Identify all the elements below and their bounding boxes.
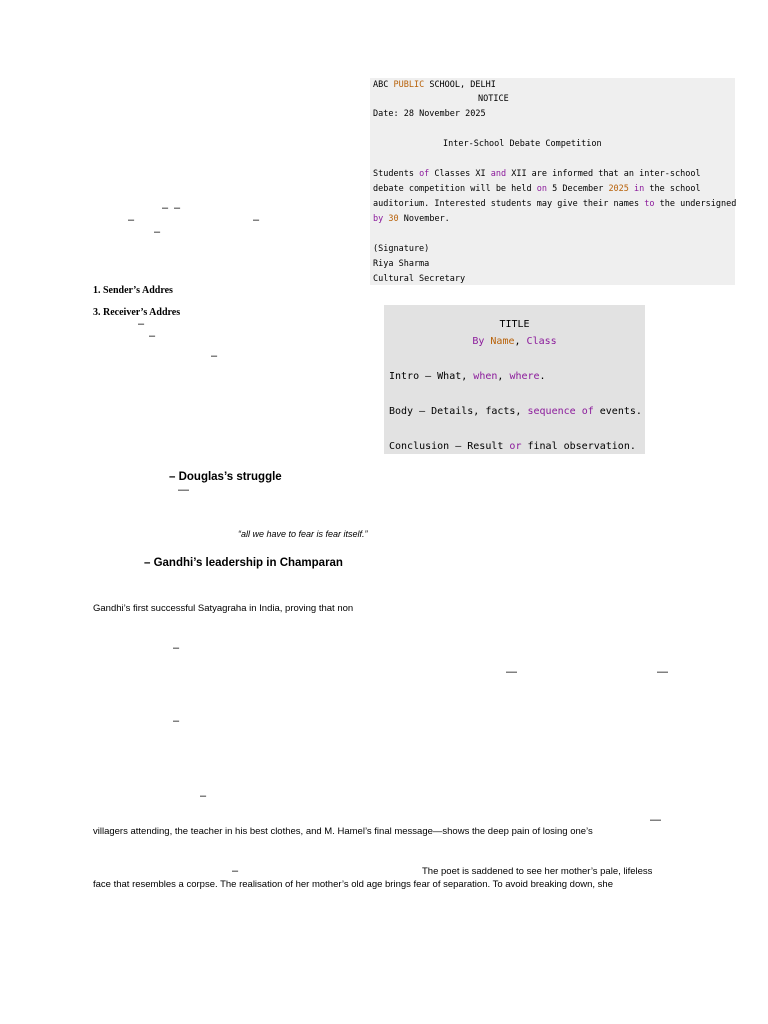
hamel-line: villagers attending, the teacher in his best clothes, and M. Hamel’s final message—shows the deep pain of losing one’s bbox=[93, 826, 593, 837]
notice-school: ABC PUBLIC SCHOOL, DELHI bbox=[373, 80, 496, 90]
notice-body-line: auditorium. Interested students may give their names to the undersigned bbox=[373, 199, 737, 209]
stray-dash: – bbox=[162, 202, 169, 214]
sender-address-label: 1. Sender’s Addres bbox=[93, 285, 173, 296]
douglas-heading: – Douglas’s struggle bbox=[169, 471, 282, 483]
notice-date: Date: 28 November 2025 bbox=[373, 109, 486, 119]
stray-dash: – bbox=[253, 214, 260, 226]
poet-line: The poet is saddened to see her mother’s pale, lifeless bbox=[422, 866, 653, 877]
stray-dash: – bbox=[149, 330, 156, 342]
format-title: TITLE bbox=[499, 319, 530, 330]
roosevelt-quote: “all we have to fear is fear itself.” bbox=[238, 529, 368, 539]
format-body: Body – Details, facts, sequence of events. bbox=[389, 406, 642, 417]
notice-body-line: by 30 November. bbox=[373, 214, 450, 224]
notice-designation: Cultural Secretary bbox=[373, 274, 466, 284]
stray-dash: – bbox=[128, 214, 135, 226]
stray-dash: — bbox=[650, 814, 661, 826]
format-conclusion: Conclusion – Result or final observation. bbox=[389, 441, 636, 452]
notice-body-line: Students of Classes XI and XII are informed that an inter-school bbox=[373, 169, 701, 179]
gandhi-heading: – Gandhi’s leadership in Champaran bbox=[144, 557, 343, 569]
stray-dash: — bbox=[178, 484, 189, 496]
stray-dash: – bbox=[211, 350, 218, 362]
stray-dash: – bbox=[200, 790, 207, 802]
stray-dash: – bbox=[154, 226, 161, 238]
notice-signature: (Signature) bbox=[373, 244, 430, 254]
stray-dash: – bbox=[138, 318, 145, 330]
notice-body-line: debate competition will be held on 5 December 2025 in the school bbox=[373, 184, 701, 194]
notice-name: Riya Sharma bbox=[373, 259, 430, 269]
stray-dash: – bbox=[173, 642, 180, 654]
stray-dash: – bbox=[173, 715, 180, 727]
stray-dash: – bbox=[232, 865, 239, 877]
format-intro: Intro – What, when, where. bbox=[389, 371, 546, 382]
gandhi-line: Gandhi’s first successful Satyagraha in India, proving that non bbox=[93, 603, 354, 614]
notice-subject: Inter-School Debate Competition bbox=[443, 139, 602, 149]
stray-dash: — bbox=[506, 666, 517, 678]
poet-line: face that resembles a corpse. The realisation of her mother’s old age brings fear of separation. To avoid breaking down, she bbox=[93, 879, 613, 890]
stray-dash: – bbox=[174, 202, 181, 214]
format-byline: By Name, Class bbox=[472, 336, 557, 347]
receiver-address-label: 3. Receiver’s Addres bbox=[93, 307, 181, 318]
format-box bbox=[384, 305, 645, 454]
notice-title: NOTICE bbox=[478, 94, 509, 104]
notice-box bbox=[370, 78, 735, 285]
stray-dash: — bbox=[657, 666, 668, 678]
